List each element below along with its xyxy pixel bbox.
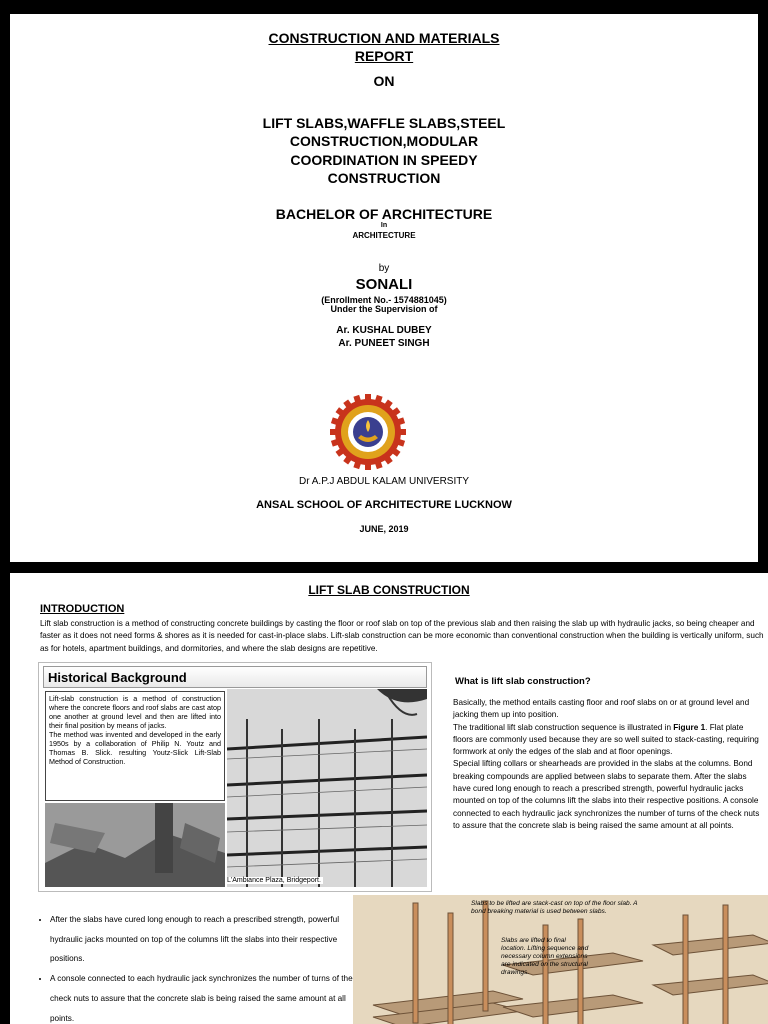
submission-date: JUNE, 2019 <box>359 524 409 534</box>
degree-in: In <box>380 222 388 229</box>
historical-para-2: The method was invented and developed in the early 1950s by a collaboration of Philip N. Youtz and Thomas B. Slick. resulting Youtz-Slick Lift-Slab Method of Construction. <box>49 730 221 766</box>
list-item: • A console connected to each hydraulic jack synchronizes the number of turns of the check nuts to assure that the concrete slab is being raised the same amount at all points. <box>50 969 370 1024</box>
supervisor-1: Ar. KUSHAL DUBEY <box>336 325 432 336</box>
university-name: Dr A.P.J ABDUL KALAM UNIVERSITY <box>298 476 470 487</box>
subject-line-4: CONSTRUCTION <box>327 170 441 186</box>
subject-line-3: COORDINATION IN SPEEDY <box>290 152 478 168</box>
supervisor-2: Ar. PUNEET SINGH <box>338 338 430 349</box>
historical-text-box <box>45 691 225 801</box>
subject-line-2: CONSTRUCTION,MODULAR <box>289 133 479 149</box>
historical-para-1: Lift-slab construction is a method of construction where the concrete floors and roof slabs are cast atop one another at ground level and then are lifted into their final position by means of jacks. <box>49 694 221 730</box>
what-is-text-b: The traditional lift slab construction sequence is illustrated in Figure 1. Flat plate floors are commonly used because they are so well suited to stack-casting, requiring formwork at only the edges of the slab and at floor openings. <box>453 722 759 757</box>
cover-page <box>10 14 758 562</box>
diagram-note-1: Slabs to be lifted are stack-cast on top of the floor slab. A bond breaking material is used between slabs. <box>471 900 638 915</box>
lift-slab-diagram <box>353 895 768 1024</box>
university-emblem-icon <box>330 394 406 470</box>
historical-background-panel <box>38 662 432 892</box>
what-is-text-c: Special lifting collars or shearheads are provided in the slabs at the columns. Bond breaking compounds are applied between slabs to separate them. After the slabs have cured long enough to reach a prescribed strength, powerful hydraulic jacks mounted on top of the columns lift the slabs into their respective positions. A console connected to each hydraulic jack synchronizes the number of turns of the check nuts to assure that the concrete slab is being raised the same amount at all points. <box>453 759 760 830</box>
rubble-photo <box>45 803 225 887</box>
intro-heading: INTRODUCTION <box>40 603 125 615</box>
school-name: ANSAL SCHOOL OF ARCHITECTURE LUCKNOW <box>256 499 512 511</box>
degree-discipline: ARCHITECTURE <box>352 231 416 240</box>
photo-caption: L'Ambiance Plaza, Bridgeport. <box>227 877 321 884</box>
subject-line-1: LIFT SLABS,WAFFLE SLABS,STEEL <box>262 115 506 131</box>
report-title-line1: CONSTRUCTION AND MATERIALS <box>268 30 500 46</box>
historical-background-heading: Historical Background <box>43 666 427 688</box>
lift-slab-page <box>10 573 768 1024</box>
report-title-line2: REPORT <box>354 48 414 64</box>
list-item: • After the slabs have cured long enough to reach a prescribed strength, powerful hydraulic jacks mounted on top of the columns lift the slabs into their respective positions. <box>50 910 370 969</box>
intro-paragraph: Lift slab construction is a method of constructing concrete buildings by casting the floor or roof slab on top of the previous slab and then raising the slab up with hydraulic jacks, so being cheaper and faster as it does not need forms & shores as it is needed for cast-in-place slabs. Lift-slab construction can be more economic than conventional construction when the building is vertically uniform, such as for hotels, apartment buildings, and dormitories, and where the slab designs are repetitive. <box>40 619 764 653</box>
degree-title: BACHELOR OF ARCHITECTURE <box>275 206 493 222</box>
by-label: by <box>378 263 390 274</box>
bullet-list <box>30 910 370 1024</box>
building-photo <box>227 689 427 887</box>
report-on: ON <box>373 73 395 89</box>
figure-reference: Figure 1 <box>673 722 706 732</box>
what-is-heading: What is lift slab construction? <box>455 676 591 687</box>
supervision-label: Under the Supervision of <box>330 304 438 314</box>
page-title: LIFT SLAB CONSTRUCTION <box>308 583 470 597</box>
what-is-paragraph <box>453 697 765 832</box>
diagram-note-2: Slabs are lifted to final location. Lifting sequence and necessary column extensions are indicated on the structural drawings. <box>501 937 589 976</box>
enrollment-number: (Enrollment No.- 1574881045) <box>321 295 447 305</box>
author-name: SONALI <box>355 276 413 293</box>
what-is-text-a: Basically, the method entails casting floor and roof slabs on or at ground level and jacking them up into position. <box>453 698 750 720</box>
